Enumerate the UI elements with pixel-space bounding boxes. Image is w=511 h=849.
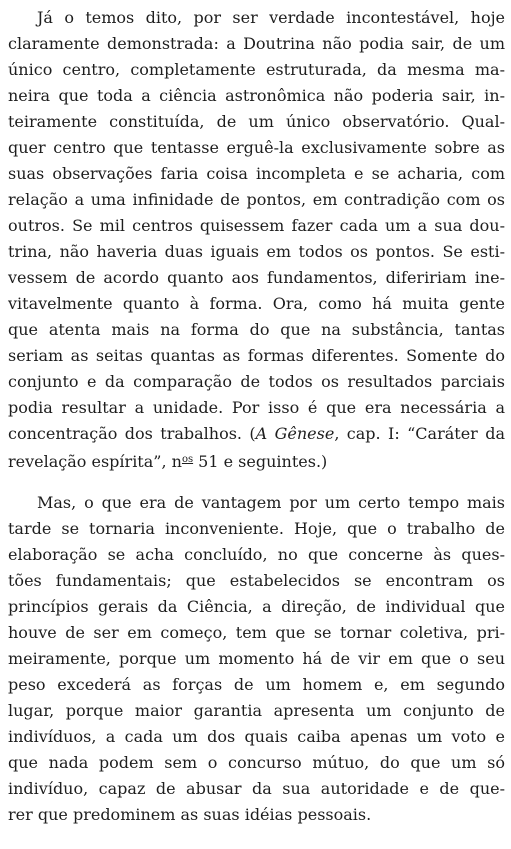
text-line: quer centro que tentasse erguê-la exclusivamente sobre as: [8, 138, 505, 157]
text-line: relação a uma infinidade de pontos, em contradição com os: [8, 190, 505, 209]
text-line: que nada podem sem o concurso mútuo, do que um só: [8, 753, 505, 772]
text-line: indivíduo, capaz de abusar da sua autoridade e de que-: [8, 779, 505, 798]
citation-chapter: , cap. I: “Caráter da: [334, 424, 505, 443]
paragraph-1: [8, 5, 505, 473]
text-line: suas observações faria coisa incompleta e se acharia, com: [8, 164, 505, 183]
text-line: teiramente constituída, de um único observatório. Qual-: [8, 112, 505, 131]
paragraph-2: [8, 490, 505, 828]
text-line: elaboração se acha concluído, no que concerne às ques-: [8, 545, 505, 564]
text-line: vessem de acordo quanto aos fundamentos, difeririam ine-: [8, 268, 505, 287]
paragraph-gap: [8, 473, 505, 490]
text-line: Mas, o que era de vantagem por um certo tempo mais: [37, 493, 505, 512]
book-title: A Gênese: [255, 424, 335, 443]
citation-section: revelação espírita”, n: [8, 452, 182, 471]
text-line-citation: [8, 421, 505, 447]
text-line: indivíduos, a cada um dos quais caiba apenas um voto e: [8, 727, 505, 746]
citation-numbers: 51 e seguintes.): [193, 452, 328, 471]
text-line: podia resultar a unidade. Por isso é que era necessária a: [8, 398, 505, 417]
text-line: princípios gerais da Ciência, a direção, de individual que: [8, 597, 505, 616]
text-line: houve de ser em começo, tem que se tornar coletiva, pri-: [8, 623, 505, 642]
text-line: seriam as seitas quantas as formas diferentes. Somente do: [8, 346, 505, 365]
text-line-citation-end: [8, 447, 505, 473]
numero-superscript: os: [181, 454, 194, 465]
text-line: Já o temos dito, por ser verdade incontestável, hoje: [37, 8, 505, 27]
text-line: peso excederá as forças de um homem e, em segundo: [8, 675, 505, 694]
text-line: que atenta mais na forma do que na substância, tantas: [8, 320, 505, 339]
text-line: único centro, completamente estruturada, da mesma ma-: [8, 60, 505, 79]
text-line: outros. Se mil centros quisessem fazer cada um a sua dou-: [8, 216, 505, 235]
text-line: lugar, porque maior garantia apresenta um conjunto de: [8, 701, 505, 720]
text-line: neira que toda a ciência astronômica não poderia sair, in-: [8, 86, 505, 105]
text-line: vitavelmente quanto à forma. Ora, como há muita gente: [8, 294, 505, 313]
text-line: trina, não haveria duas iguais em todos os pontos. Se esti-: [8, 242, 505, 261]
citation-prefix: concentração dos trabalhos. (: [8, 424, 256, 443]
text-line: meiramente, porque um momento há de vir em que o seu: [8, 649, 505, 668]
text-line: claramente demonstrada: a Doutrina não podia sair, de um: [8, 34, 505, 53]
text-line: tarde se tornaria inconveniente. Hoje, que o trabalho de: [8, 519, 505, 538]
text-line: tões fundamentais; que estabelecidos se encontram os: [8, 571, 505, 590]
text-line: rer que predominem as suas idéias pessoais.: [8, 805, 372, 824]
text-line: conjunto e da comparação de todos os resultados parciais: [8, 372, 505, 391]
